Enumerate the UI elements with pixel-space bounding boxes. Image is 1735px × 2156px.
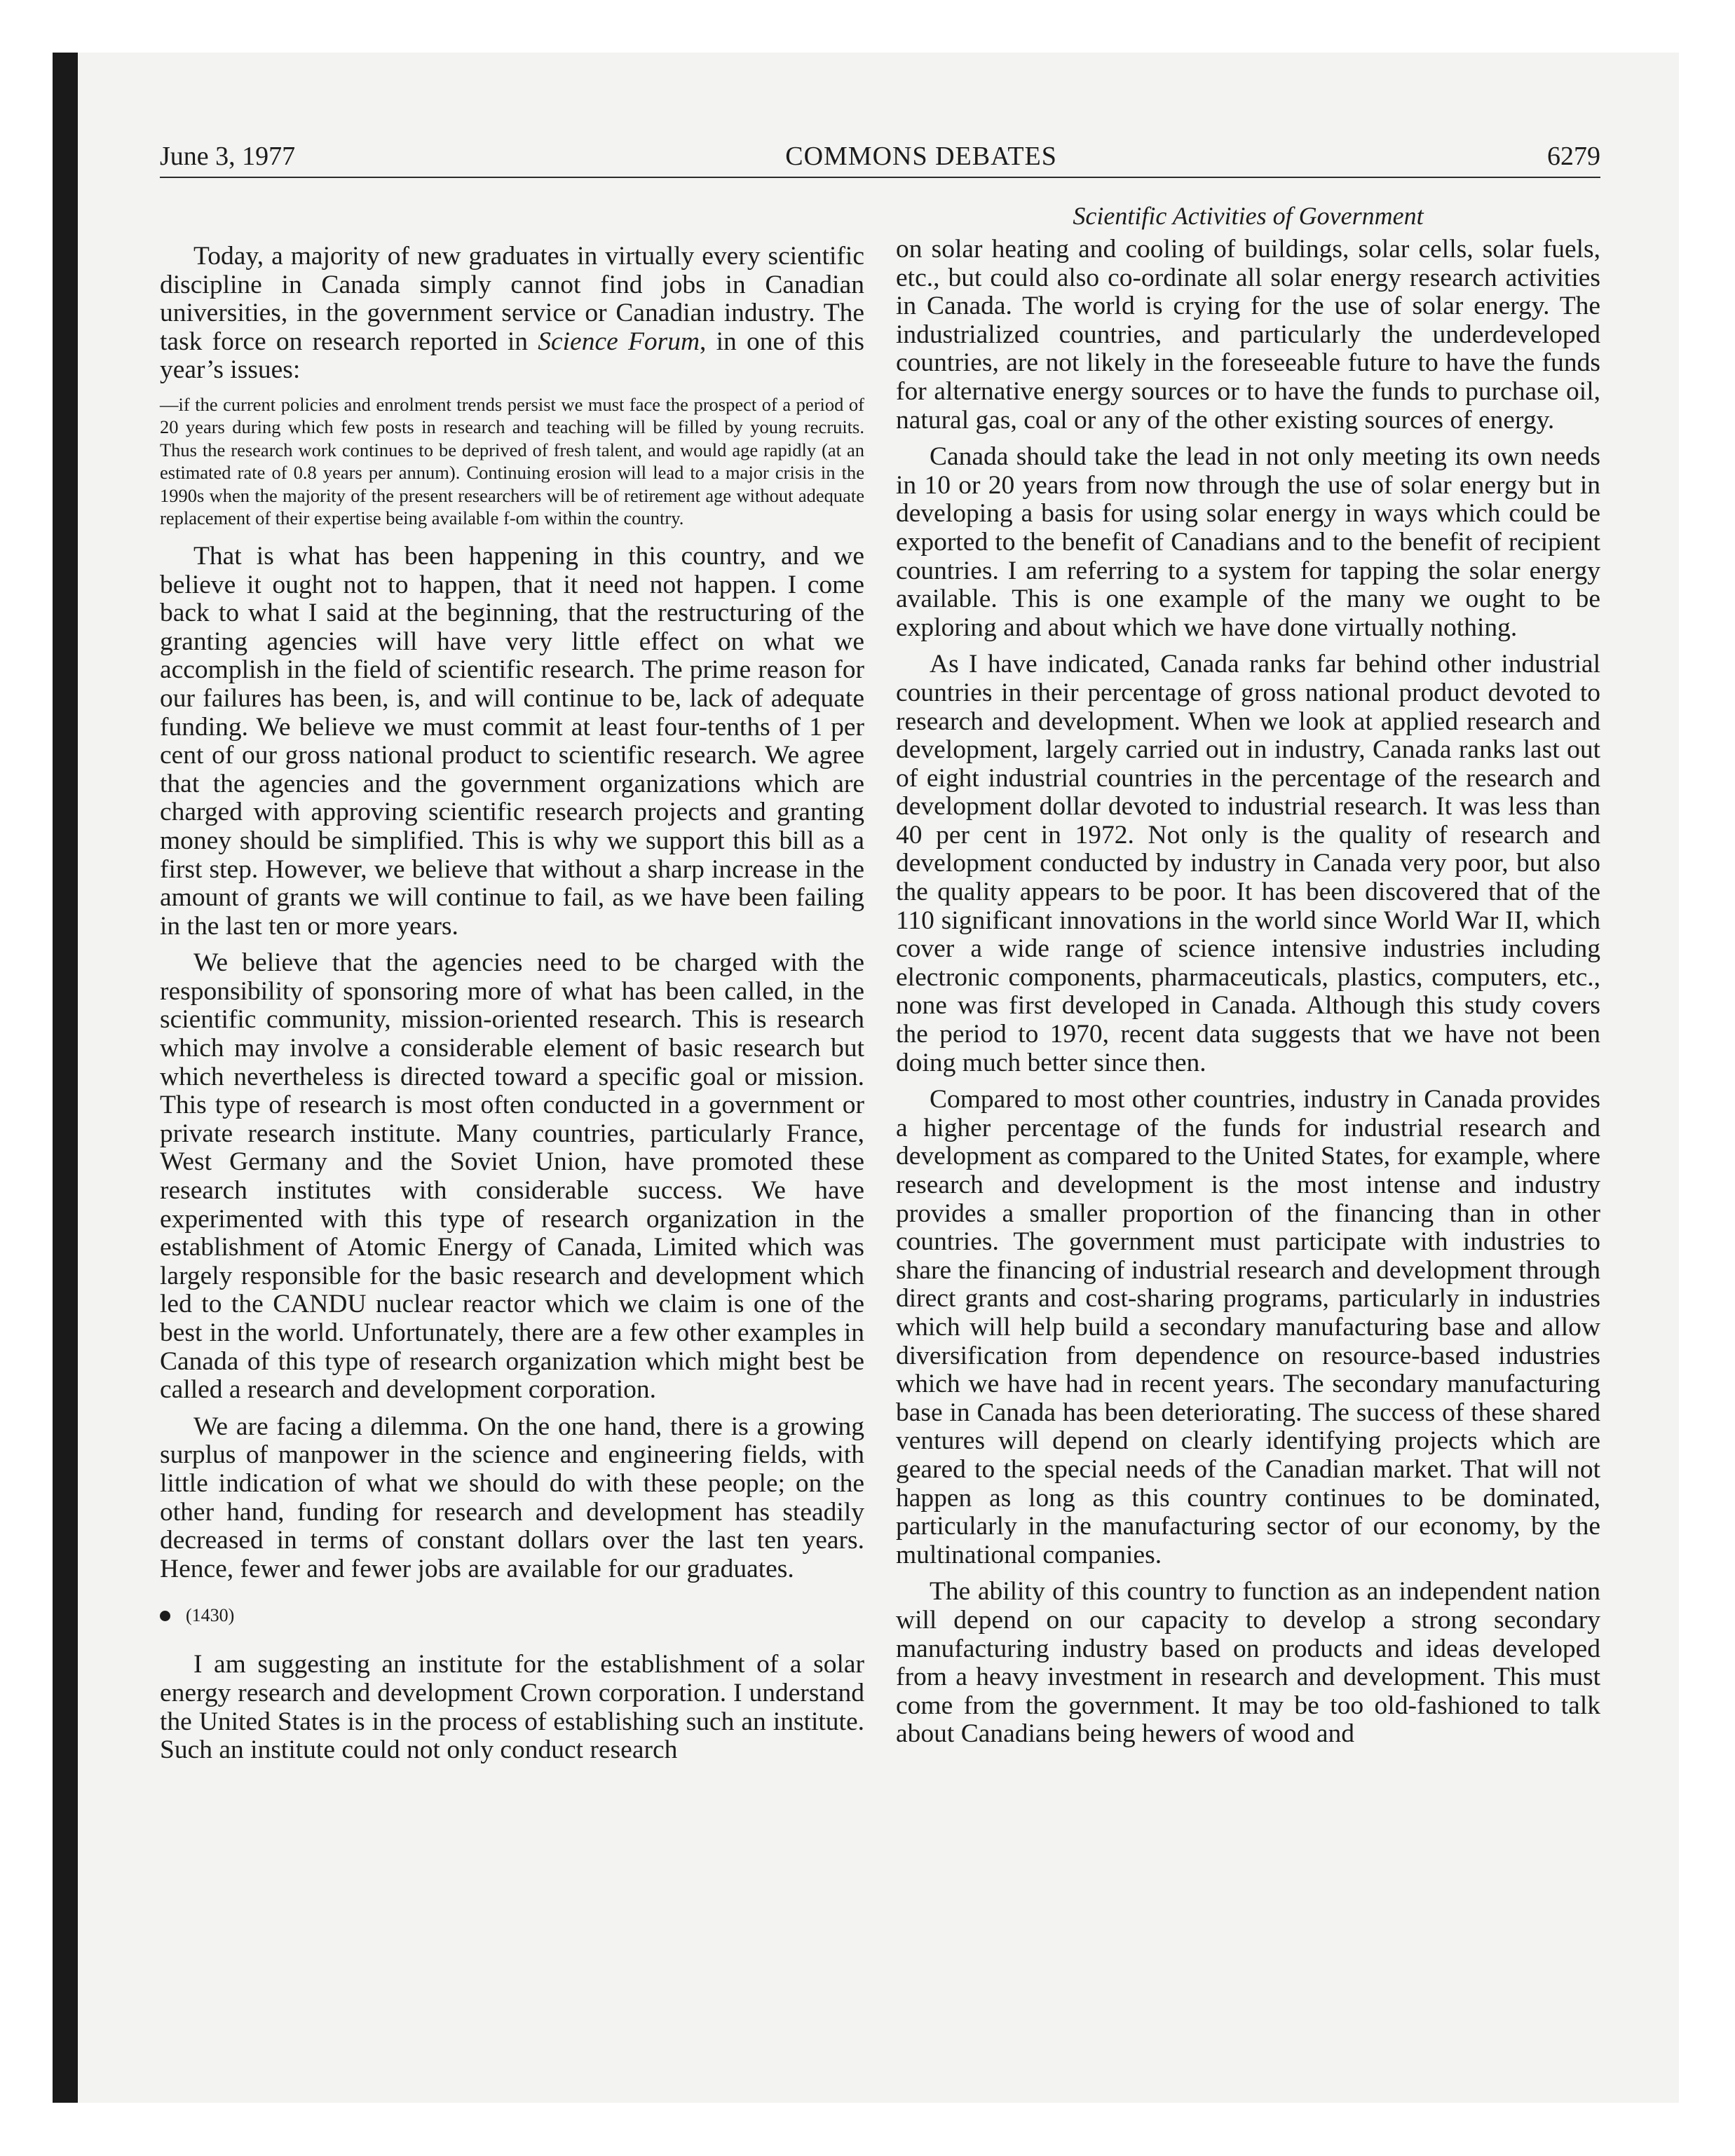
header-date: June 3, 1977 [160, 142, 296, 171]
paragraph: As I have indicated, Canada ranks far behind other industrial countries in their percentage of gross national product devoted to research and development. When we look at applied research and development, largely carried out in industry, Canada ranks last out of eight industrial countries in the percentage of the research and development dollar devoted to industrial research. It was less than 40 per cent in 1972. Not only is the quality of research and development conducted by industry in Canada very poor, but also the quality appears to be poor. It has been discovered that of the 110 significant innovations in the world since World War II, which cover a wide range of science intensive industries including electronic components, pharmaceuticals, plastics, computers, etc., none was first developed in Canada. Although this study covers the period to 1970, recent data suggests that we have not been doing much better since then. [896, 650, 1600, 1077]
scan-border [53, 53, 78, 2103]
paragraph-text: , in one of this year’s issues: [160, 327, 865, 385]
paragraph-text: Today, a majority of new graduates in virtually every scientific discipline in Canada simply cannot find jobs in Canadian universities, in the government service or Canadian industry. The task force on research reported in [160, 242, 864, 356]
paragraph: Canada should take the lead in not only meeting its own needs in 10 or 20 years from now through the use of solar energy but in developing a basis for using solar energy in ways which could be exported to the benefit of Canadians and to the benefit of recipient countries. I am referring to a system for tapping the solar energy available. This is one example of the many we ought to be exploring and about which we have done virtually nothing. [896, 442, 1600, 642]
paragraph: We are facing a dilemma. On the one hand, there is a growing surplus of manpower in the science and engineering fields, with little indication of what we should do with these people; on the other hand, funding for research and development has steadily decreased in terms of constant dollars over the last ten years. Hence, fewer and fewer jobs are available for our graduates. [160, 1412, 864, 1583]
paragraph: Compared to most other countries, industry in Canada provides a higher percentage of the funds for industrial research and development as compared to the United States, for example, where research and development is the most intense and industry provides a smaller proportion of the financing than in other countries. The government must participate with industries to share the financing of industrial research and development through direct grants and cost-sharing programs, particularly in industries which will help build a secondary manufacturing base and allow diversification from dependence on resource-based industries which we have had in recent years. The secondary manufacturing base in Canada has been deteriorating. The success of these shared ventures will depend on clearly identifying projects which are geared to the special needs of the Canadian market. That will not happen as long as this country continues to be dominated, particularly in the manufacturing sector of our economy, by the multinational companies. [896, 1085, 1600, 1569]
paragraph: on solar heating and cooling of buildings, solar cells, solar fuels, etc., but could also co-ordinate all solar energy research activities in Canada. The world is crying for the use of solar energy. The industrialized countries, and particularly the underdeveloped countries, are not likely in the foreseeable future to have the funds for alternative energy sources or to have the funds to purchase oil, natural gas, coal or any of the other existing sources of energy. [896, 235, 1600, 435]
paragraph: I am suggesting an institute for the establishment of a solar energy research and development Crown corporation. I understand the United States is in the process of establishing such an institute. Such an institute could not only conduct research [160, 1650, 864, 1765]
right-column [896, 236, 1600, 1757]
time-marker-text: (1430) [186, 1605, 235, 1626]
block-quote: —if the current policies and enrolment trends persist we must face the prospect of a period of 20 years during which few posts in research and teaching will be filled by young recruits. Thus the research work continues to be deprived of fresh talent, and would age rapidly (at an estimated rate of 0.8 years per annum). Continuing erosion will lead to a major crisis in the 1990s when the majority of the present researchers will be of retirement age without adequate replacement of their expertise being available f-om within the country. [160, 393, 864, 529]
bullet-icon [160, 1611, 170, 1621]
left-column [160, 243, 864, 1773]
document-page [160, 140, 1600, 1765]
time-marker [160, 1602, 864, 1630]
running-head [160, 140, 1600, 178]
publication-title: Science Forum [538, 327, 700, 356]
paragraph: The ability of this country to function as an independent nation will depend on our capacity to develop a strong secondary manufacturing industry based on products and ideas developed from a heavy investment in research and development. This must come from the government. It may be too old-fashioned to talk about Canadians being hewers of wood and [896, 1577, 1600, 1749]
section-title: Scientific Activities of Government [1073, 202, 1424, 230]
header-page-number: 6279 [1546, 142, 1600, 171]
paragraph: That is what has been happening in this country, and we believe it ought not to happen, that it need not happen. I come back to what I said at the beginning, that the restructuring of the granting agencies will have very little effect on what we accomplish in the field of scientific research. The prime reason for our failures has been, is, and will continue to be, lack of adequate funding. We believe we must commit at least four-tenths of 1 per cent of our gross national product to scientific research. We agree that the agencies and the government organizations which are charged with approving scientific research projects and granting money should be simplified. This is why we support this bill as a first step. However, we believe that without a sharp increase in the amount of grants we will continue to fail, as we have been failing in the last ten or more years. [160, 541, 864, 941]
header-publication: COMMONS DEBATES [785, 142, 1057, 171]
paragraph [160, 243, 864, 385]
paragraph: We believe that the agencies need to be charged with the responsibility of sponsoring more of what has been called, in the scientific community, mission-oriented research. This is research which may involve a considerable element of basic research but which nevertheless is directed toward a specific goal or mission. This type of research is most often conducted in a government or private research institute. Many countries, particularly France, West Germany and the Soviet Union, have promoted these research institutes with considerable success. We have experimented with this type of research organization in the establishment of Atomic Energy of Canada, Limited which was largely responsible for the basic research and development which led to the CANDU nuclear reactor which we claim is one of the best in the world. Unfortunately, there are a few other examples in Canada of this type of research organization which might best be called a research and development corporation. [160, 948, 864, 1405]
